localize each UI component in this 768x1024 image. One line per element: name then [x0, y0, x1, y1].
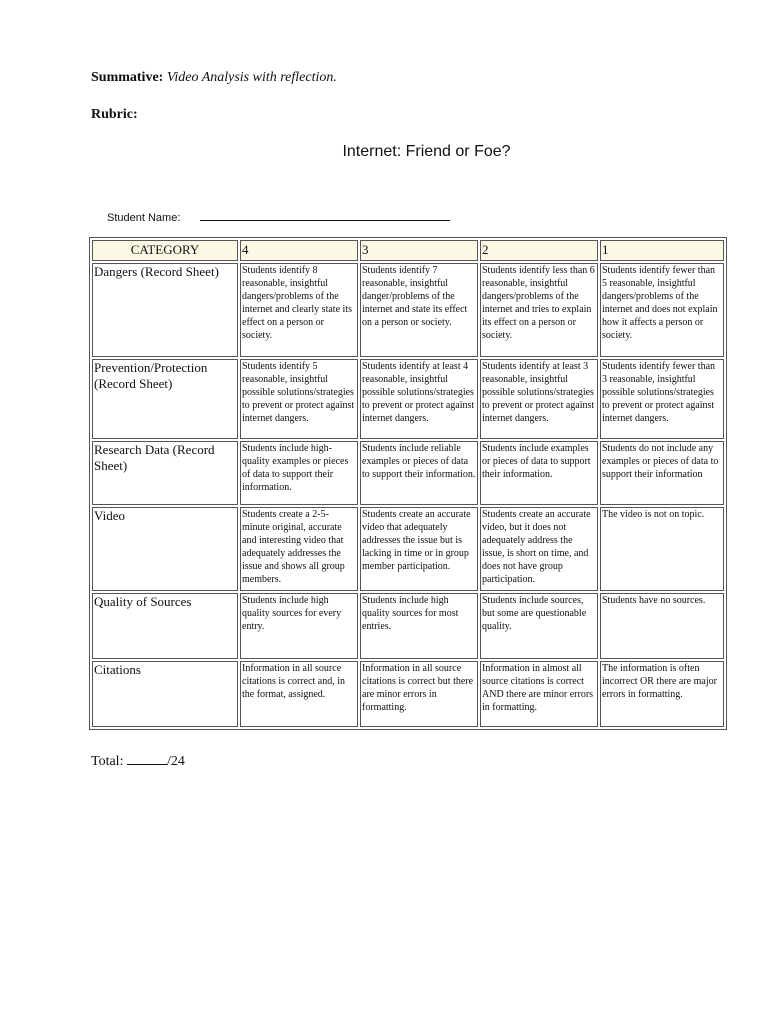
summative-label: Summative: — [91, 70, 164, 85]
row-category: Citations — [92, 661, 238, 727]
student-name-field — [107, 210, 450, 224]
table-cell: Students identify fewer than 3 reasonable, insightful possible solutions/strategies to prevent or protect against internet dangers. — [600, 359, 724, 439]
header-category: CATEGORY — [92, 240, 238, 261]
table-cell: Students do not include any examples or pieces of data to support their information — [600, 441, 724, 505]
table-cell: Students create an accurate video, but it does not adequately address the issue, is short on time, and does not have group participation. — [480, 507, 598, 591]
header-score-4: 4 — [240, 240, 358, 261]
table-cell: Students identify at least 4 reasonable, insightful possible solutions/strategies to prevent or protect against internet dangers. — [360, 359, 478, 439]
table-cell: Students include reliable examples or pieces of data to support their information. — [360, 441, 478, 505]
table-cell: Information in all source citations is correct and, in the format, assigned. — [240, 661, 358, 727]
summative-value: Video Analysis with reflection. — [166, 70, 337, 85]
table-cell: Students identify 5 reasonable, insightful possible solutions/strategies to prevent or protect against internet dangers. — [240, 359, 358, 439]
table-cell: Students identify at least 3 reasonable, insightful possible solutions/strategies to prevent or protect against internet dangers. — [480, 359, 598, 439]
table-cell: Students have no sources. — [600, 593, 724, 659]
page-title: Internet: Friend or Foe? — [342, 143, 511, 160]
header-score-2: 2 — [480, 240, 598, 261]
table-cell: The information is often incorrect OR there are major errors in formatting. — [600, 661, 724, 727]
table-row — [92, 263, 724, 357]
summative-line — [91, 70, 337, 86]
table-cell: Students include high quality sources for every entry. — [240, 593, 358, 659]
table-cell: Students create an accurate video that adequately addresses the issue but is lacking in time or in group member participation. — [360, 507, 478, 591]
table-row — [92, 359, 724, 439]
row-category: Video — [92, 507, 238, 591]
table-cell: Students include examples or pieces of data to support their information. — [480, 441, 598, 505]
table-row — [92, 661, 724, 727]
row-category: Quality of Sources — [92, 593, 238, 659]
table-cell: Students identify 7 reasonable, insightful danger/problems of the internet and state its effect on a person or society. — [360, 263, 478, 357]
table-row — [92, 593, 724, 659]
rubric-label: Rubric: — [91, 107, 138, 122]
total-label: Total: — [91, 754, 124, 769]
table-cell: Students identify less than 6 reasonable, insightful dangers/problems of the internet and tries to explain its effect on a person or society. — [480, 263, 598, 357]
table-cell: Students include sources, but some are questionable quality. — [480, 593, 598, 659]
total-blank[interactable] — [127, 752, 167, 765]
table-cell: Students create a 2-5-minute original, accurate and interesting video that adequately addresses the issue and shows all group members. — [240, 507, 358, 591]
table-cell: Students identify 8 reasonable, insightful dangers/problems of the internet and clearly state its effect on a person or society. — [240, 263, 358, 357]
row-category: Research Data (Record Sheet) — [92, 441, 238, 505]
table-cell: Students identify fewer than 5 reasonable, insightful dangers/problems of the internet and does not explain how it affects a person or society. — [600, 263, 724, 357]
student-name-label: Student Name: — [107, 212, 181, 224]
total-line — [91, 752, 185, 770]
table-cell: The video is not on topic. — [600, 507, 724, 591]
row-category: Dangers (Record Sheet) — [92, 263, 238, 357]
table-row — [92, 507, 724, 591]
table-cell: Information in almost all source citations is correct AND there are minor errors in formatting. — [480, 661, 598, 727]
header-score-3: 3 — [360, 240, 478, 261]
total-suffix: /24 — [166, 754, 185, 769]
rubric-table — [89, 237, 727, 730]
student-name-blank[interactable] — [200, 210, 450, 221]
header-row — [92, 240, 724, 261]
table-cell: Students include high-quality examples or pieces of data to support their information. — [240, 441, 358, 505]
header-score-1: 1 — [600, 240, 724, 261]
table-cell: Students include high quality sources for most entries. — [360, 593, 478, 659]
row-category: Prevention/Protection (Record Sheet) — [92, 359, 238, 439]
table-cell: Information in all source citations is correct but there are minor errors in formatting. — [360, 661, 478, 727]
table-row — [92, 441, 724, 505]
